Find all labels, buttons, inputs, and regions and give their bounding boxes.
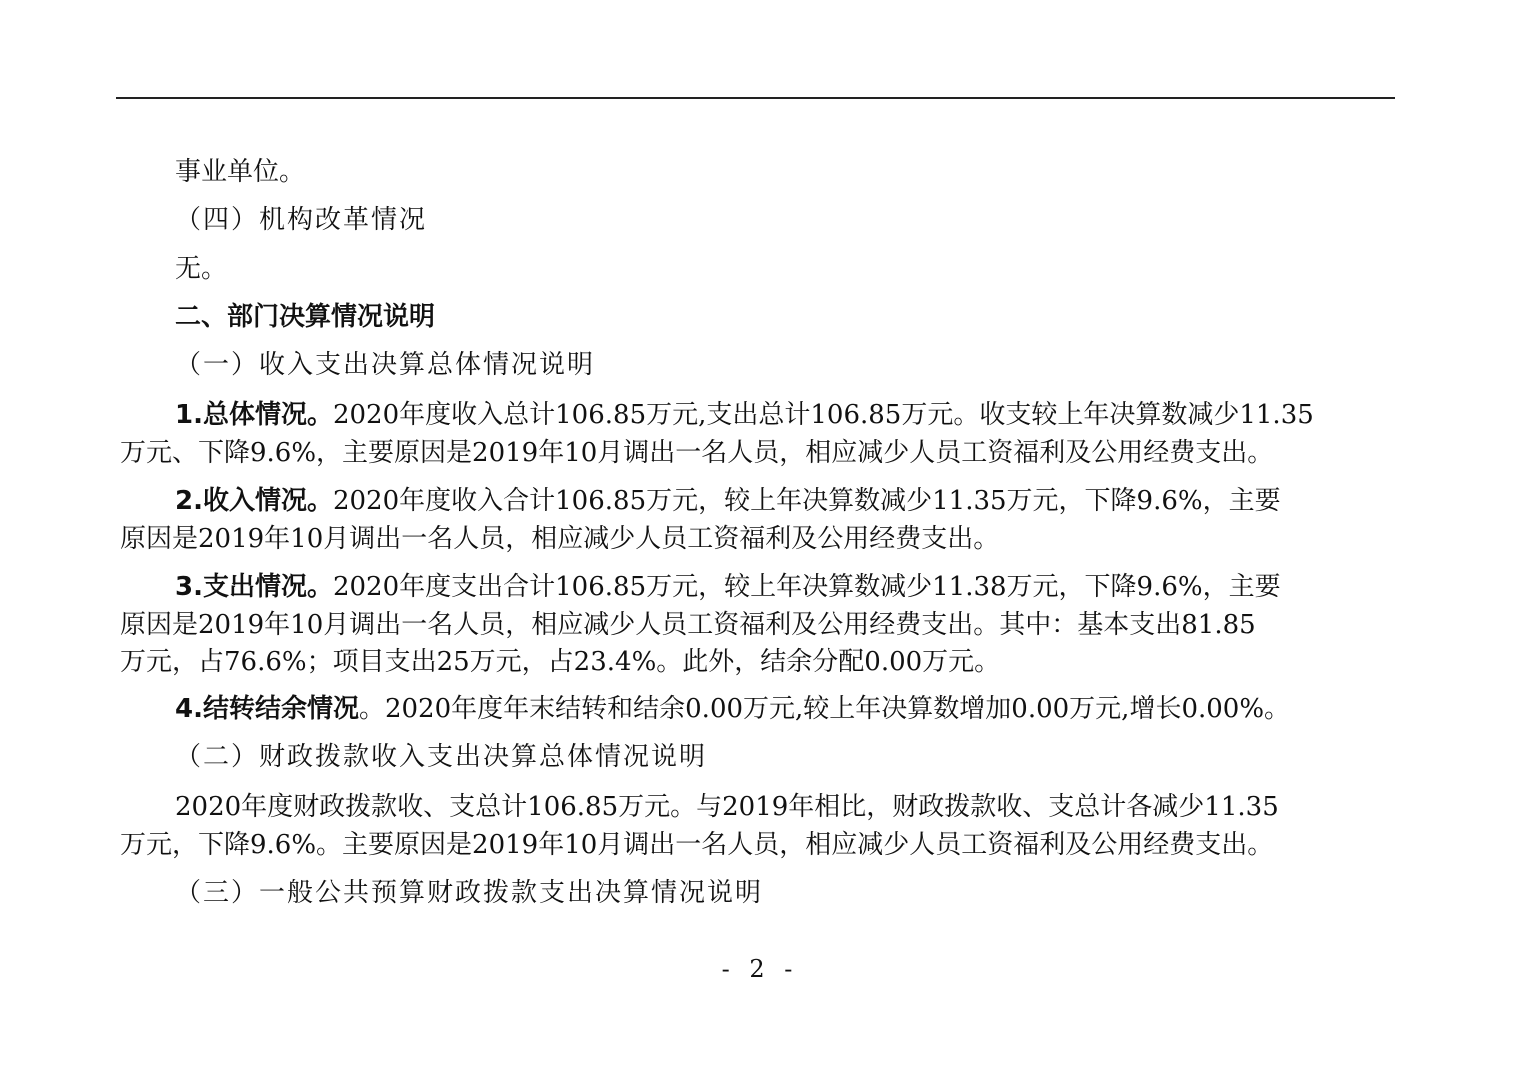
section-heading: （三）一般公共预算财政拨款支出决算情况说明 [175, 878, 764, 908]
paragraph-line: 万元，下降9.6%。主要原因是2019年10月调出一名人员，相应减少人员工资福利及公用经费支出。 [120, 830, 1274, 860]
section-heading: （四）机构改革情况 [175, 205, 428, 235]
text-line: 无。 [175, 254, 228, 284]
paragraph-line: 原因是2019年10月调出一名人员，相应减少人员工资福利及公用经费支出。其中：基本支出81.85 [120, 610, 1256, 640]
chapter-heading: 二、部门决算情况说明 [175, 302, 436, 332]
paragraph-line: 2020年度财政拨款收、支总计106.85万元。与2019年相比，财政拨款收、支总计各减少11.35 [175, 792, 1279, 822]
paragraph-text: 2020年度收入合计106.85万元，较上年决算数减少11.35万元，下降9.6%，主要 [332, 486, 1281, 516]
section-heading: （二）财政拨款收入支出决算总体情况说明 [175, 742, 708, 772]
paragraph-line [175, 398, 1314, 432]
paragraph-line [175, 570, 1281, 604]
paragraph-label: 4.结转结余情况 [175, 694, 359, 724]
paragraph-line: 原因是2019年10月调出一名人员，相应减少人员工资福利及公用经费支出。 [120, 524, 1000, 554]
paragraph-text: 2020年度支出合计106.85万元，较上年决算数减少11.38万元，下降9.6%，主要 [332, 572, 1281, 602]
paragraph-label: 2.收入情况。 [175, 486, 333, 516]
paragraph-line [175, 484, 1281, 518]
header-rule [116, 97, 1395, 99]
paragraph-line: 万元，占76.6%；项目支出25万元，占23.4%。此外，结余分配0.00万元。 [120, 647, 1001, 677]
page-number: - 2 - [721, 955, 799, 983]
section-heading: （一）收入支出决算总体情况说明 [175, 350, 596, 380]
paragraph-label: 3.支出情况。 [175, 572, 333, 602]
paragraph-label: 1.总体情况。 [175, 400, 333, 430]
paragraph-text: 。2020年度年末结转和结余0.00万元,较上年决算数增加0.00万元,增长0.00%。 [358, 694, 1291, 724]
paragraph-line [175, 692, 1290, 726]
text-line: 事业单位。 [175, 157, 306, 187]
paragraph-line: 万元、下降9.6%，主要原因是2019年10月调出一名人员，相应减少人员工资福利及公用经费支出。 [120, 438, 1274, 468]
paragraph-text: 2020年度收入总计106.85万元,支出总计106.85万元。收支较上年决算数减少11.35 [332, 400, 1314, 430]
